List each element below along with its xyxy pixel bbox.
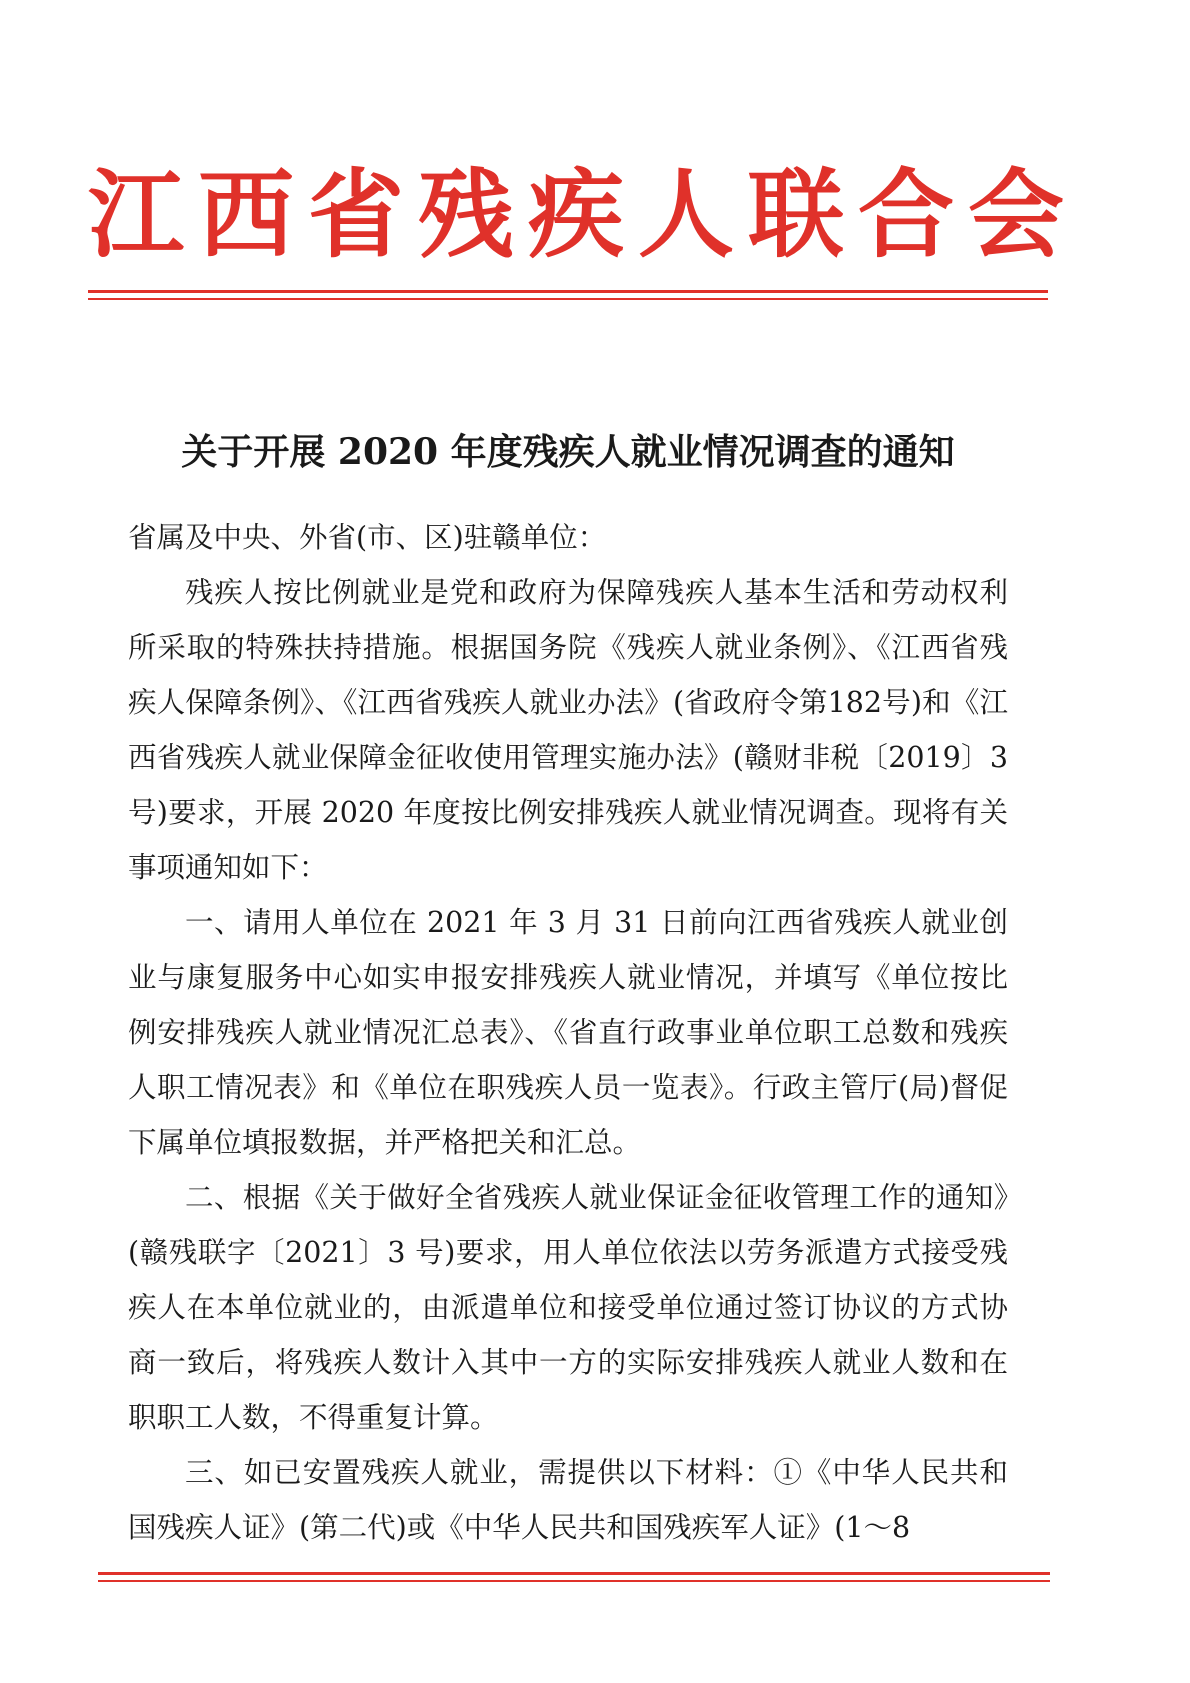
paragraph-item-3: 三、如已安置残疾人就业，需提供以下材料：①《中华人民共和国残疾人证》(第二代)或《中华人民共和国残疾军人证》(1～8 (128, 1456, 1008, 1544)
document-title: 关于开展 2020 年度残疾人就业情况调查的通知 (181, 431, 955, 473)
paragraph-item-1: 一、请用人单位在 2021 年 3 月 31 日前向江西省残疾人就业创业与康复服务中心如实申报安排残疾人就业情况，并填写《单位按比例安排残疾人就业情况汇总表》、《省直行政事业单位职工总数和残疾人职工情况表》和《单位在职残疾人员一览表》。行政主管厅(局)督促下属单位填报数据，并严格把关和汇总。 (128, 906, 1008, 1159)
issuing-organization-header: 江西省残疾人联合会 (88, 158, 1078, 271)
document-body (128, 510, 1008, 1555)
paragraph-intro: 残疾人按比例就业是党和政府为保障残疾人基本生活和劳动权利所采取的特殊扶持措施。根据国务院《残疾人就业条例》、《江西省残疾人保障条例》、《江西省残疾人就业办法》(省政府令第182号)和《江西省残疾人就业保障金征收使用管理实施办法》(赣财非税〔2019〕3号)要求，开展 2020 年度按比例安排残疾人就业情况调查。现将有关事项通知如下： (128, 576, 1008, 884)
footer-red-rule (98, 1572, 1050, 1575)
salutation: 省属及中央、外省(市、区)驻赣单位： (128, 521, 607, 554)
paragraph-item-2: 二、根据《关于做好全省残疾人就业保证金征收管理工作的通知》(赣残联字〔2021〕3 号)要求，用人单位依法以劳务派遣方式接受残疾人在本单位就业的，由派遣单位和接受单位通过签订协议的方式协商一致后，将残疾人数计入其中一方的实际安排残疾人就业人数和在职职工人数，不得重复计算。 (128, 1181, 1008, 1434)
footer-red-rule-thin (98, 1580, 1050, 1582)
header-red-rule-thin (88, 298, 1048, 300)
header-red-rule (88, 290, 1048, 293)
